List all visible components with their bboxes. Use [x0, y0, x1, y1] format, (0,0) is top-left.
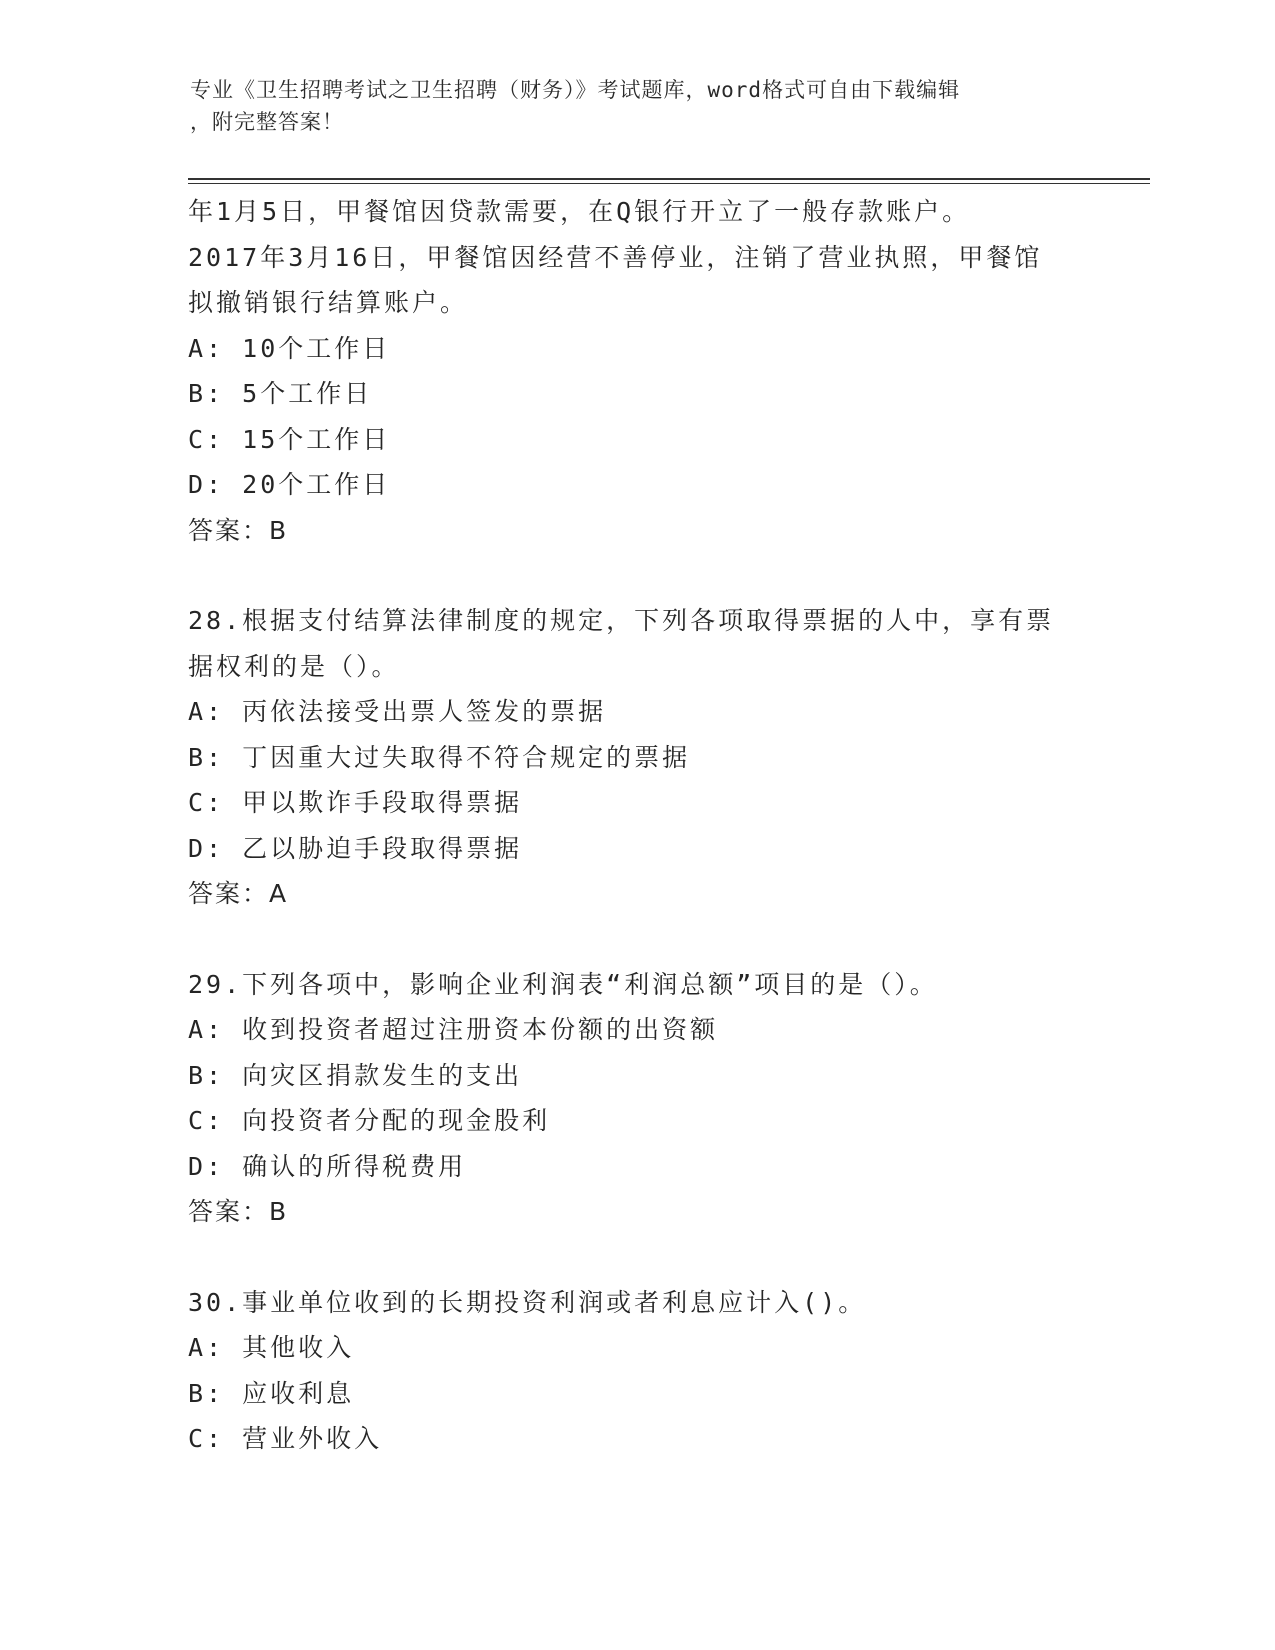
option-a: A: 收到投资者超过注册资本份额的出资额 [188, 1015, 719, 1044]
answer-label: 答案：B [188, 515, 289, 545]
question-stem-line: 据权利的是（）。 [188, 651, 400, 681]
document-header [190, 74, 1090, 138]
option-c: C: 向投资者分配的现金股利 [188, 1106, 551, 1135]
header-divider [188, 178, 1150, 184]
option-c: C: 营业外收入 [188, 1424, 383, 1453]
option-c: C: 15个工作日 [188, 424, 391, 454]
answer-label: 答案：A [188, 879, 289, 908]
question-list [188, 189, 1088, 1462]
question-27 [188, 189, 1088, 553]
header-line-1: 专业《卫生招聘考试之卫生招聘（财务）》考试题库，word格式可自由下载编辑 [190, 78, 961, 102]
option-d: D: 确认的所得税费用 [188, 1151, 467, 1181]
spacer [188, 1235, 1088, 1280]
question-30 [188, 1280, 1088, 1462]
spacer [188, 553, 1088, 598]
question-28 [188, 598, 1088, 917]
question-stem-line: 年1月5日，甲餐馆因贷款需要，在Q银行开立了一般存款账户。 [188, 197, 971, 226]
question-stem-line: 拟撤销银行结算账户。 [188, 288, 469, 317]
option-b: B: 向灾区捐款发生的支出 [188, 1060, 523, 1090]
option-a: A: 丙依法接受出票人签发的票据 [188, 697, 607, 726]
option-a: A: 10个工作日 [188, 333, 391, 363]
spacer [188, 917, 1088, 962]
option-c: C: 甲以欺诈手段取得票据 [188, 788, 523, 817]
option-d: D: 乙以胁迫手段取得票据 [188, 833, 523, 863]
option-d: D: 20个工作日 [188, 470, 391, 499]
header-line-2: ，附完整答案！ [190, 110, 344, 134]
question-stem-line: 30.事业单位收到的长期投资利润或者利息应计入()。 [188, 1287, 867, 1317]
option-b: B: 5个工作日 [188, 379, 373, 408]
option-b: B: 丁因重大过失取得不符合规定的票据 [188, 742, 691, 772]
answer-label: 答案：B [188, 1197, 289, 1226]
question-29 [188, 962, 1088, 1235]
option-a: A: 其他收入 [188, 1333, 355, 1362]
question-stem-line: 29.下列各项中，影响企业利润表“利润总额”项目的是（）。 [188, 969, 938, 999]
question-stem-line: 2017年3月16日，甲餐馆因经营不善停业，注销了营业执照，甲餐馆 [188, 242, 1043, 272]
question-stem-line: 28.根据支付结算法律制度的规定，下列各项取得票据的人中，享有票 [188, 606, 1055, 635]
option-b: B: 应收利息 [188, 1378, 355, 1408]
